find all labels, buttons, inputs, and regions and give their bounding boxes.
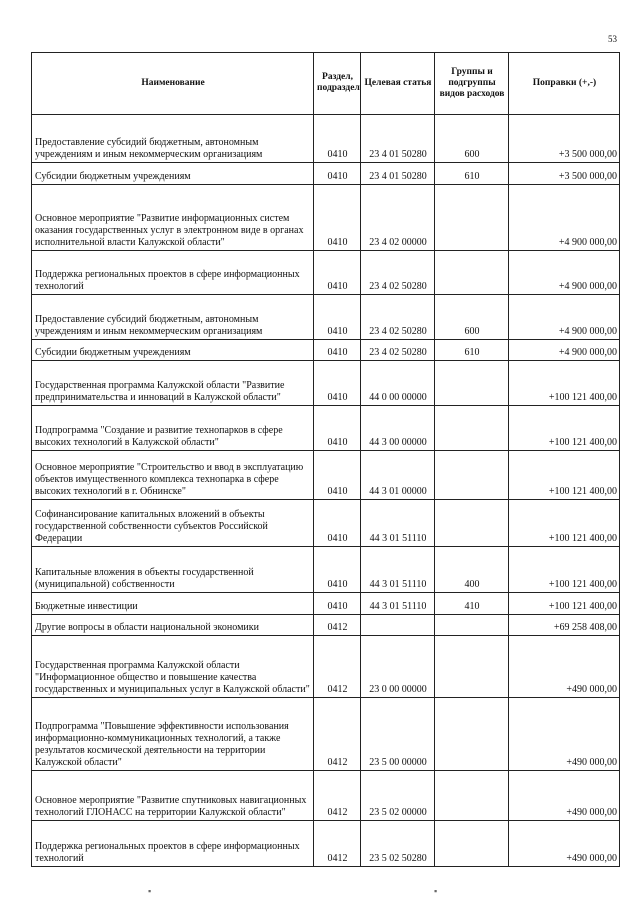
- row-name-cell: Основное мероприятие "Развитие спутниковых навигационных технологий ГЛОНАСС на территории Калужской области": [32, 771, 314, 821]
- header-group: Группы и подгруппы видов расходов: [435, 53, 509, 115]
- row-target-cell: 23 4 01 50280: [361, 115, 435, 163]
- row-group-cell: 400: [435, 547, 509, 593]
- row-amount-cell: +69 258 408,00: [509, 615, 620, 636]
- table-row: [32, 615, 620, 636]
- row-name-cell: Государственная программа Калужской области "Информационное общество и повышение качества государственных и муниципальных услуг в Калужской области": [32, 636, 314, 698]
- row-group-cell: [435, 636, 509, 698]
- row-amount-cell: +3 500 000,00: [509, 115, 620, 163]
- row-name-cell: Софинансирование капитальных вложений в объекты государственной собственности субъектов Российской Федерации: [32, 500, 314, 547]
- row-amount-cell: +490 000,00: [509, 698, 620, 771]
- row-section-cell: 0410: [314, 163, 361, 185]
- row-section-cell: 0412: [314, 636, 361, 698]
- row-group-cell: 610: [435, 340, 509, 361]
- table-row: [32, 251, 620, 295]
- row-amount-cell: +100 121 400,00: [509, 593, 620, 615]
- row-section-cell: 0410: [314, 185, 361, 251]
- row-group-cell: [435, 615, 509, 636]
- header-target: Целевая статья: [361, 53, 435, 115]
- table-row: [32, 771, 620, 821]
- table-row: [32, 451, 620, 500]
- row-section-cell: 0412: [314, 821, 361, 867]
- row-amount-cell: +3 500 000,00: [509, 163, 620, 185]
- budget-amendments-table: [31, 52, 620, 867]
- row-name-cell: Предоставление субсидий бюджетным, автономным учреждениям и иным некоммерческим организациям: [32, 295, 314, 340]
- row-amount-cell: +4 900 000,00: [509, 295, 620, 340]
- row-group-cell: 600: [435, 295, 509, 340]
- row-name-cell: Государственная программа Калужской области "Развитие предпринимательства и инноваций в Калужской области": [32, 361, 314, 406]
- row-target-cell: 44 3 01 51110: [361, 500, 435, 547]
- row-target-cell: 23 4 01 50280: [361, 163, 435, 185]
- row-section-cell: 0410: [314, 406, 361, 451]
- row-group-cell: [435, 406, 509, 451]
- row-amount-cell: +490 000,00: [509, 821, 620, 867]
- row-target-cell: 44 3 00 00000: [361, 406, 435, 451]
- table-row: [32, 406, 620, 451]
- row-target-cell: 44 3 01 51110: [361, 593, 435, 615]
- row-section-cell: 0410: [314, 593, 361, 615]
- row-group-cell: [435, 185, 509, 251]
- row-amount-cell: +4 900 000,00: [509, 185, 620, 251]
- row-target-cell: 44 0 00 00000: [361, 361, 435, 406]
- table-row: [32, 636, 620, 698]
- table-row: [32, 115, 620, 163]
- row-target-cell: 44 3 01 00000: [361, 451, 435, 500]
- header-amount: Поправки (+,-): [509, 53, 620, 115]
- row-amount-cell: +4 900 000,00: [509, 251, 620, 295]
- row-target-cell: 23 5 02 00000: [361, 771, 435, 821]
- table-header-row: [32, 53, 620, 115]
- table-row: [32, 698, 620, 771]
- row-name-cell: Подпрограмма "Создание и развитие технопарков в сфере высоких технологий в Калужской области": [32, 406, 314, 451]
- row-group-cell: [435, 771, 509, 821]
- header-section: Раздел, подраздел: [314, 53, 361, 115]
- row-target-cell: 23 5 00 00000: [361, 698, 435, 771]
- table-body: [32, 115, 620, 867]
- row-amount-cell: +490 000,00: [509, 636, 620, 698]
- page-number: 53: [608, 34, 617, 44]
- table-row: [32, 547, 620, 593]
- row-target-cell: 23 4 02 50280: [361, 295, 435, 340]
- row-group-cell: 410: [435, 593, 509, 615]
- row-name-cell: Поддержка региональных проектов в сфере информационных технологий: [32, 821, 314, 867]
- row-name-cell: Другие вопросы в области национальной экономики: [32, 615, 314, 636]
- table-row: [32, 185, 620, 251]
- row-amount-cell: +100 121 400,00: [509, 406, 620, 451]
- row-name-cell: Бюджетные инвестиции: [32, 593, 314, 615]
- row-group-cell: [435, 698, 509, 771]
- row-section-cell: 0410: [314, 115, 361, 163]
- row-section-cell: 0410: [314, 251, 361, 295]
- row-name-cell: Субсидии бюджетным учреждениям: [32, 163, 314, 185]
- row-group-cell: [435, 500, 509, 547]
- row-target-cell: 23 5 02 50280: [361, 821, 435, 867]
- row-group-cell: [435, 361, 509, 406]
- row-name-cell: Предоставление субсидий бюджетным, автономным учреждениям и иным некоммерческим организациям: [32, 115, 314, 163]
- scan-mark-left: ▪: [148, 886, 152, 896]
- row-target-cell: 23 4 02 50280: [361, 340, 435, 361]
- table-row: [32, 821, 620, 867]
- table-row: [32, 163, 620, 185]
- row-section-cell: 0412: [314, 698, 361, 771]
- header-name: Наименование: [32, 53, 314, 115]
- row-amount-cell: +100 121 400,00: [509, 500, 620, 547]
- row-group-cell: [435, 821, 509, 867]
- row-amount-cell: +100 121 400,00: [509, 451, 620, 500]
- row-section-cell: 0410: [314, 340, 361, 361]
- row-section-cell: 0412: [314, 615, 361, 636]
- table-row: [32, 340, 620, 361]
- row-name-cell: Капитальные вложения в объекты государственной (муниципальной) собственности: [32, 547, 314, 593]
- table-row: [32, 295, 620, 340]
- table-row: [32, 500, 620, 547]
- row-group-cell: [435, 251, 509, 295]
- row-section-cell: 0410: [314, 500, 361, 547]
- scan-mark-right: ▪: [434, 886, 438, 896]
- table-row: [32, 361, 620, 406]
- row-target-cell: 23 0 00 00000: [361, 636, 435, 698]
- row-name-cell: Основное мероприятие "Строительство и ввод в эксплуатацию объектов имущественного комплекса технопарка в сфере высоких технологий в г. Обнинске": [32, 451, 314, 500]
- row-amount-cell: +100 121 400,00: [509, 361, 620, 406]
- row-section-cell: 0410: [314, 451, 361, 500]
- row-section-cell: 0410: [314, 295, 361, 340]
- row-section-cell: 0410: [314, 547, 361, 593]
- row-section-cell: 0410: [314, 361, 361, 406]
- row-amount-cell: +4 900 000,00: [509, 340, 620, 361]
- row-target-cell: 44 3 01 51110: [361, 547, 435, 593]
- row-amount-cell: +490 000,00: [509, 771, 620, 821]
- row-name-cell: Подпрограмма "Повышение эффективности использования информационно-коммуникационных технологий, а также результатов космической деятельности на территории Калужской области": [32, 698, 314, 771]
- row-name-cell: Поддержка региональных проектов в сфере информационных технологий: [32, 251, 314, 295]
- row-group-cell: 610: [435, 163, 509, 185]
- row-target-cell: [361, 615, 435, 636]
- row-name-cell: Субсидии бюджетным учреждениям: [32, 340, 314, 361]
- row-group-cell: 600: [435, 115, 509, 163]
- row-target-cell: 23 4 02 00000: [361, 185, 435, 251]
- row-target-cell: 23 4 02 50280: [361, 251, 435, 295]
- table-row: [32, 593, 620, 615]
- row-group-cell: [435, 451, 509, 500]
- row-section-cell: 0412: [314, 771, 361, 821]
- row-amount-cell: +100 121 400,00: [509, 547, 620, 593]
- row-name-cell: Основное мероприятие "Развитие информационных систем оказания государственных услуг в электронном виде в органах исполнительной власти Калужской области": [32, 185, 314, 251]
